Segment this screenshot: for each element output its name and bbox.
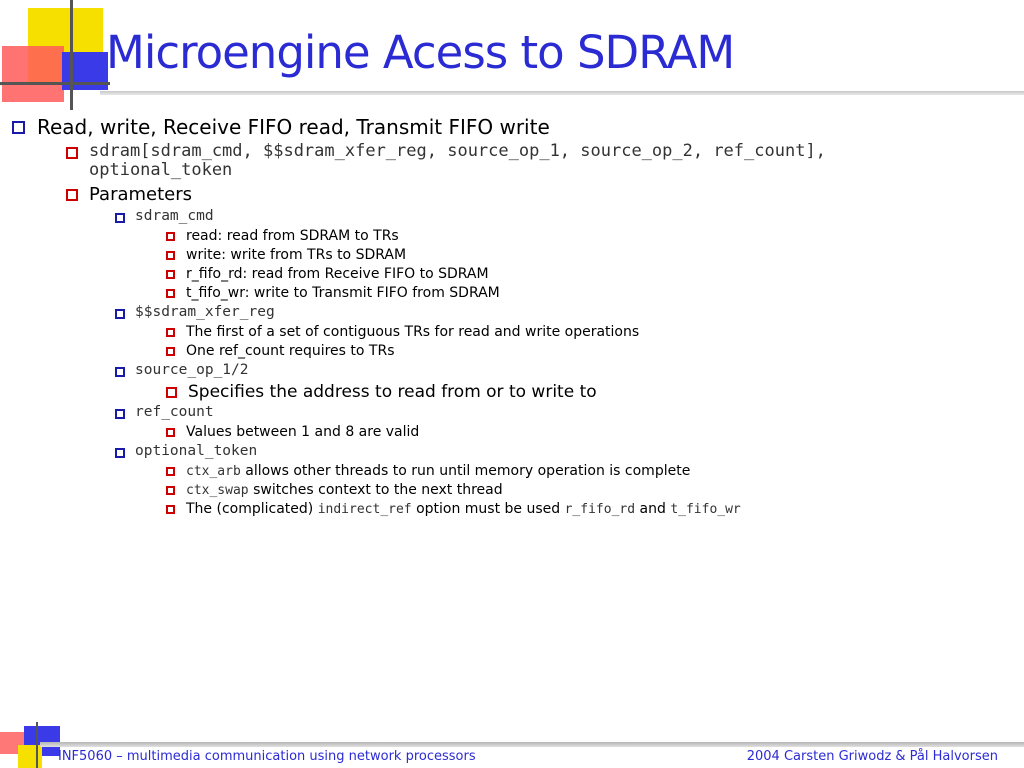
bullet-text <box>186 463 690 479</box>
bullet-square-icon <box>115 367 125 377</box>
bullet-text: write: write from TRs to SDRAM <box>186 247 407 263</box>
title-divider <box>100 91 1024 95</box>
bullet-item <box>115 443 257 459</box>
bullet-square-icon <box>166 486 175 495</box>
bullet-item <box>115 362 249 378</box>
bullet-text <box>186 482 503 498</box>
bullet-item <box>166 247 406 263</box>
bullet-square-icon <box>166 251 175 260</box>
bullet-square-icon <box>166 347 175 356</box>
text-segment: allows other threads to run until memory operation is complete <box>240 463 691 479</box>
slide-title: Microengine Acess to SDRAM <box>106 26 735 79</box>
footer-divider <box>40 742 1024 747</box>
bullet-square-icon <box>166 428 175 437</box>
code-ctx-swap: ctx_swap <box>186 483 249 498</box>
text-segment: and <box>635 501 671 517</box>
bullet-item <box>115 304 275 320</box>
bullet-text: Values between 1 and 8 are valid <box>186 424 420 440</box>
bullet-square-icon <box>66 189 78 201</box>
bullet-square-icon <box>166 270 175 279</box>
code-r-fifo-rd: r_fifo_rd <box>564 502 636 517</box>
code-t-fifo-wr: t_fifo_wr <box>670 502 741 517</box>
bullet-square-icon <box>115 409 125 419</box>
bullet-text: $$sdram_xfer_reg <box>135 304 275 320</box>
footer-vertical-line <box>36 722 38 768</box>
bullet-square-icon <box>166 328 175 337</box>
bullet-item <box>166 228 399 244</box>
bullet-square-icon <box>166 467 175 476</box>
bullet-square-icon <box>115 309 125 319</box>
bullet-item <box>166 343 395 359</box>
code-indirect-ref: indirect_ref <box>317 502 412 517</box>
bullet-square-icon <box>115 213 125 223</box>
footer-authors: 2004 Carsten Griwodz & Pål Halvorsen <box>746 749 998 764</box>
text-segment: The (complicated) <box>186 501 318 517</box>
bullet-item <box>66 184 192 205</box>
bullet-item <box>12 115 550 139</box>
bullet-item <box>166 463 690 479</box>
bullet-item <box>166 285 500 301</box>
bullet-square-icon <box>166 505 175 514</box>
bullet-text: One ref_count requires to TRs <box>186 343 395 359</box>
bullet-square-icon <box>66 147 78 159</box>
bullet-text: Parameters <box>89 184 193 205</box>
bullet-text: read: read from SDRAM to TRs <box>186 228 399 244</box>
bullet-text: Specifies the address to read from or to write to <box>188 382 597 402</box>
bullet-square-icon <box>166 232 175 241</box>
bullet-text: ref_count <box>135 404 214 420</box>
bullet-square-icon <box>166 289 175 298</box>
bullet-item <box>166 482 503 498</box>
bullet-square-icon <box>115 448 125 458</box>
bullet-item <box>115 208 214 224</box>
code-ctx-arb: ctx_arb <box>186 464 241 479</box>
bullet-item <box>166 501 741 517</box>
bullet-text: Read, write, Receive FIFO read, Transmit FIFO write <box>37 115 550 139</box>
logo-red-square <box>2 46 64 102</box>
text-segment: switches context to the next thread <box>248 482 503 498</box>
bullet-item <box>166 382 597 402</box>
footer-course: INF5060 – multimedia communication using network processors <box>58 749 476 764</box>
bullet-item <box>66 142 966 180</box>
bullet-text: sdram_cmd <box>135 208 214 224</box>
bullet-text <box>186 501 741 517</box>
bullet-item <box>166 266 489 282</box>
bullet-text: The first of a set of contiguous TRs for read and write operations <box>186 324 640 340</box>
bullet-item <box>115 404 214 420</box>
bullet-text: optional_token <box>135 443 258 459</box>
bullet-square-icon <box>166 387 177 398</box>
bullet-square-icon <box>12 121 25 134</box>
bullet-text: source_op_1/2 <box>135 362 249 378</box>
bullet-text: t_fifo_wr: write to Transmit FIFO from SDRAM <box>186 285 500 301</box>
bullet-text: r_fifo_rd: read from Receive FIFO to SDRAM <box>186 266 489 282</box>
bullet-item <box>166 324 639 340</box>
logo-horizontal-line <box>0 82 110 85</box>
bullet-item <box>166 424 419 440</box>
text-segment: option must be used <box>411 501 565 517</box>
logo-vertical-line <box>70 0 73 110</box>
footer-yellow-square <box>18 745 42 768</box>
bullet-text: sdram[sdram_cmd, $$sdram_xfer_reg, source_op_1, source_op_2, ref_count], optional_token <box>89 141 826 180</box>
